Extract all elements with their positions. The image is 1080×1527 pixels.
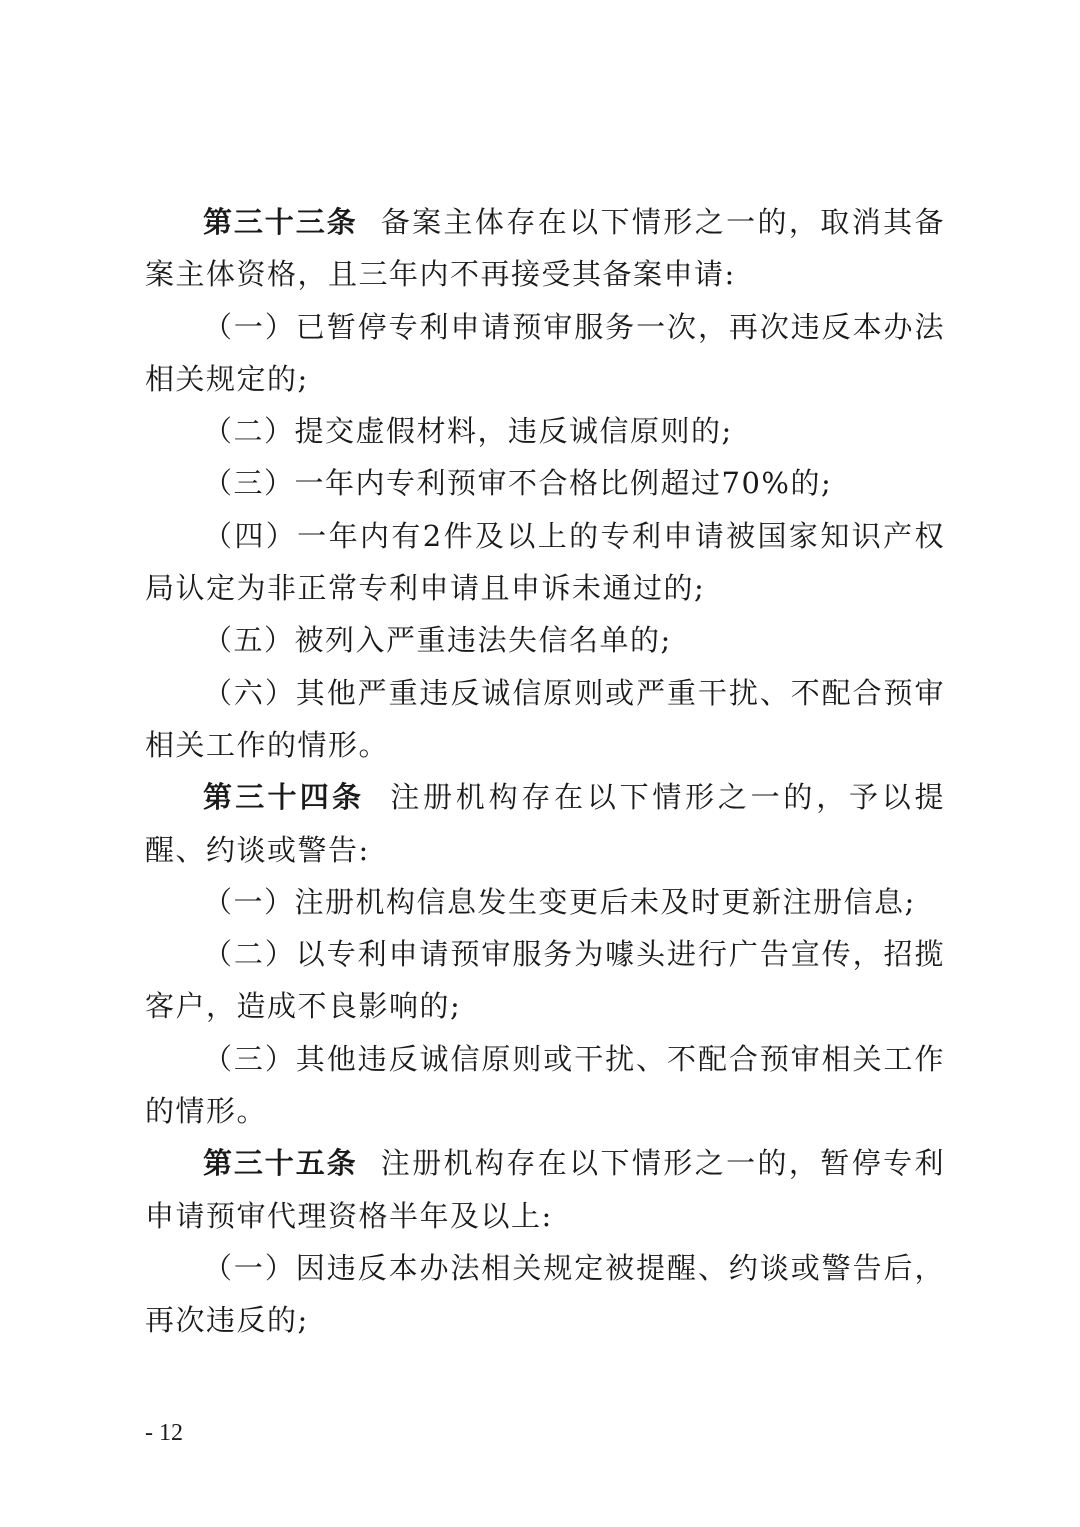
article-33-item-4: （四）一年内有2件及以上的专利申请被国家知识产权局认定为非正常专利申请且申诉未通过的; (145, 518, 945, 606)
article-33-item-1: （一）已暂停专利申请预审服务一次，再次违反本办法相关规定的; (145, 309, 945, 396)
article-34-item-3: （三）其他违反诚信原则或干扰、不配合预审相关工作的情形。 (145, 1041, 945, 1129)
article-35 (145, 1137, 945, 1242)
article-33-item-2: （二）提交虚假材料，违反诚信原则的; (203, 414, 733, 449)
article-33-item-6: （六）其他严重违反诚信原则或严重干扰、不配合预审相关工作的情形。 (145, 675, 945, 762)
article-33 (145, 196, 945, 301)
article-35-heading: 第三十五条 (203, 1146, 358, 1181)
article-33-item-3: （三）一年内专利预审不合格比例超过70%的; (203, 466, 833, 501)
article-33-text: 备案主体存在以下情形之一的，取消其备案主体资格，且三年内不再接受其备案申请: (145, 205, 945, 292)
article-35-text: 注册机构存在以下情形之一的，暂停专利申请预审代理资格半年及以上: (145, 1146, 945, 1233)
page-number: - 12 (145, 1420, 183, 1446)
article-35-item-1: （一）因违反本办法相关规定被提醒、约谈或警告后，再次违反的; (145, 1250, 945, 1338)
article-33-item-5: （五）被列入严重违法失信名单的; (203, 623, 672, 658)
article-34 (145, 771, 945, 876)
article-34-item-1: （一）注册机构信息发生变更后未及时更新注册信息; (203, 884, 916, 919)
article-34-heading: 第三十四条 (203, 780, 365, 815)
article-34-item-2: （二）以专利申请预审服务为噱头进行广告宣传，招揽客户，造成不良影响的; (145, 937, 945, 1024)
article-34-text: 注册机构存在以下情形之一的，予以提醒、约谈或警告: (145, 780, 945, 867)
article-33-heading: 第三十三条 (203, 205, 358, 239)
document-body (145, 196, 945, 1347)
